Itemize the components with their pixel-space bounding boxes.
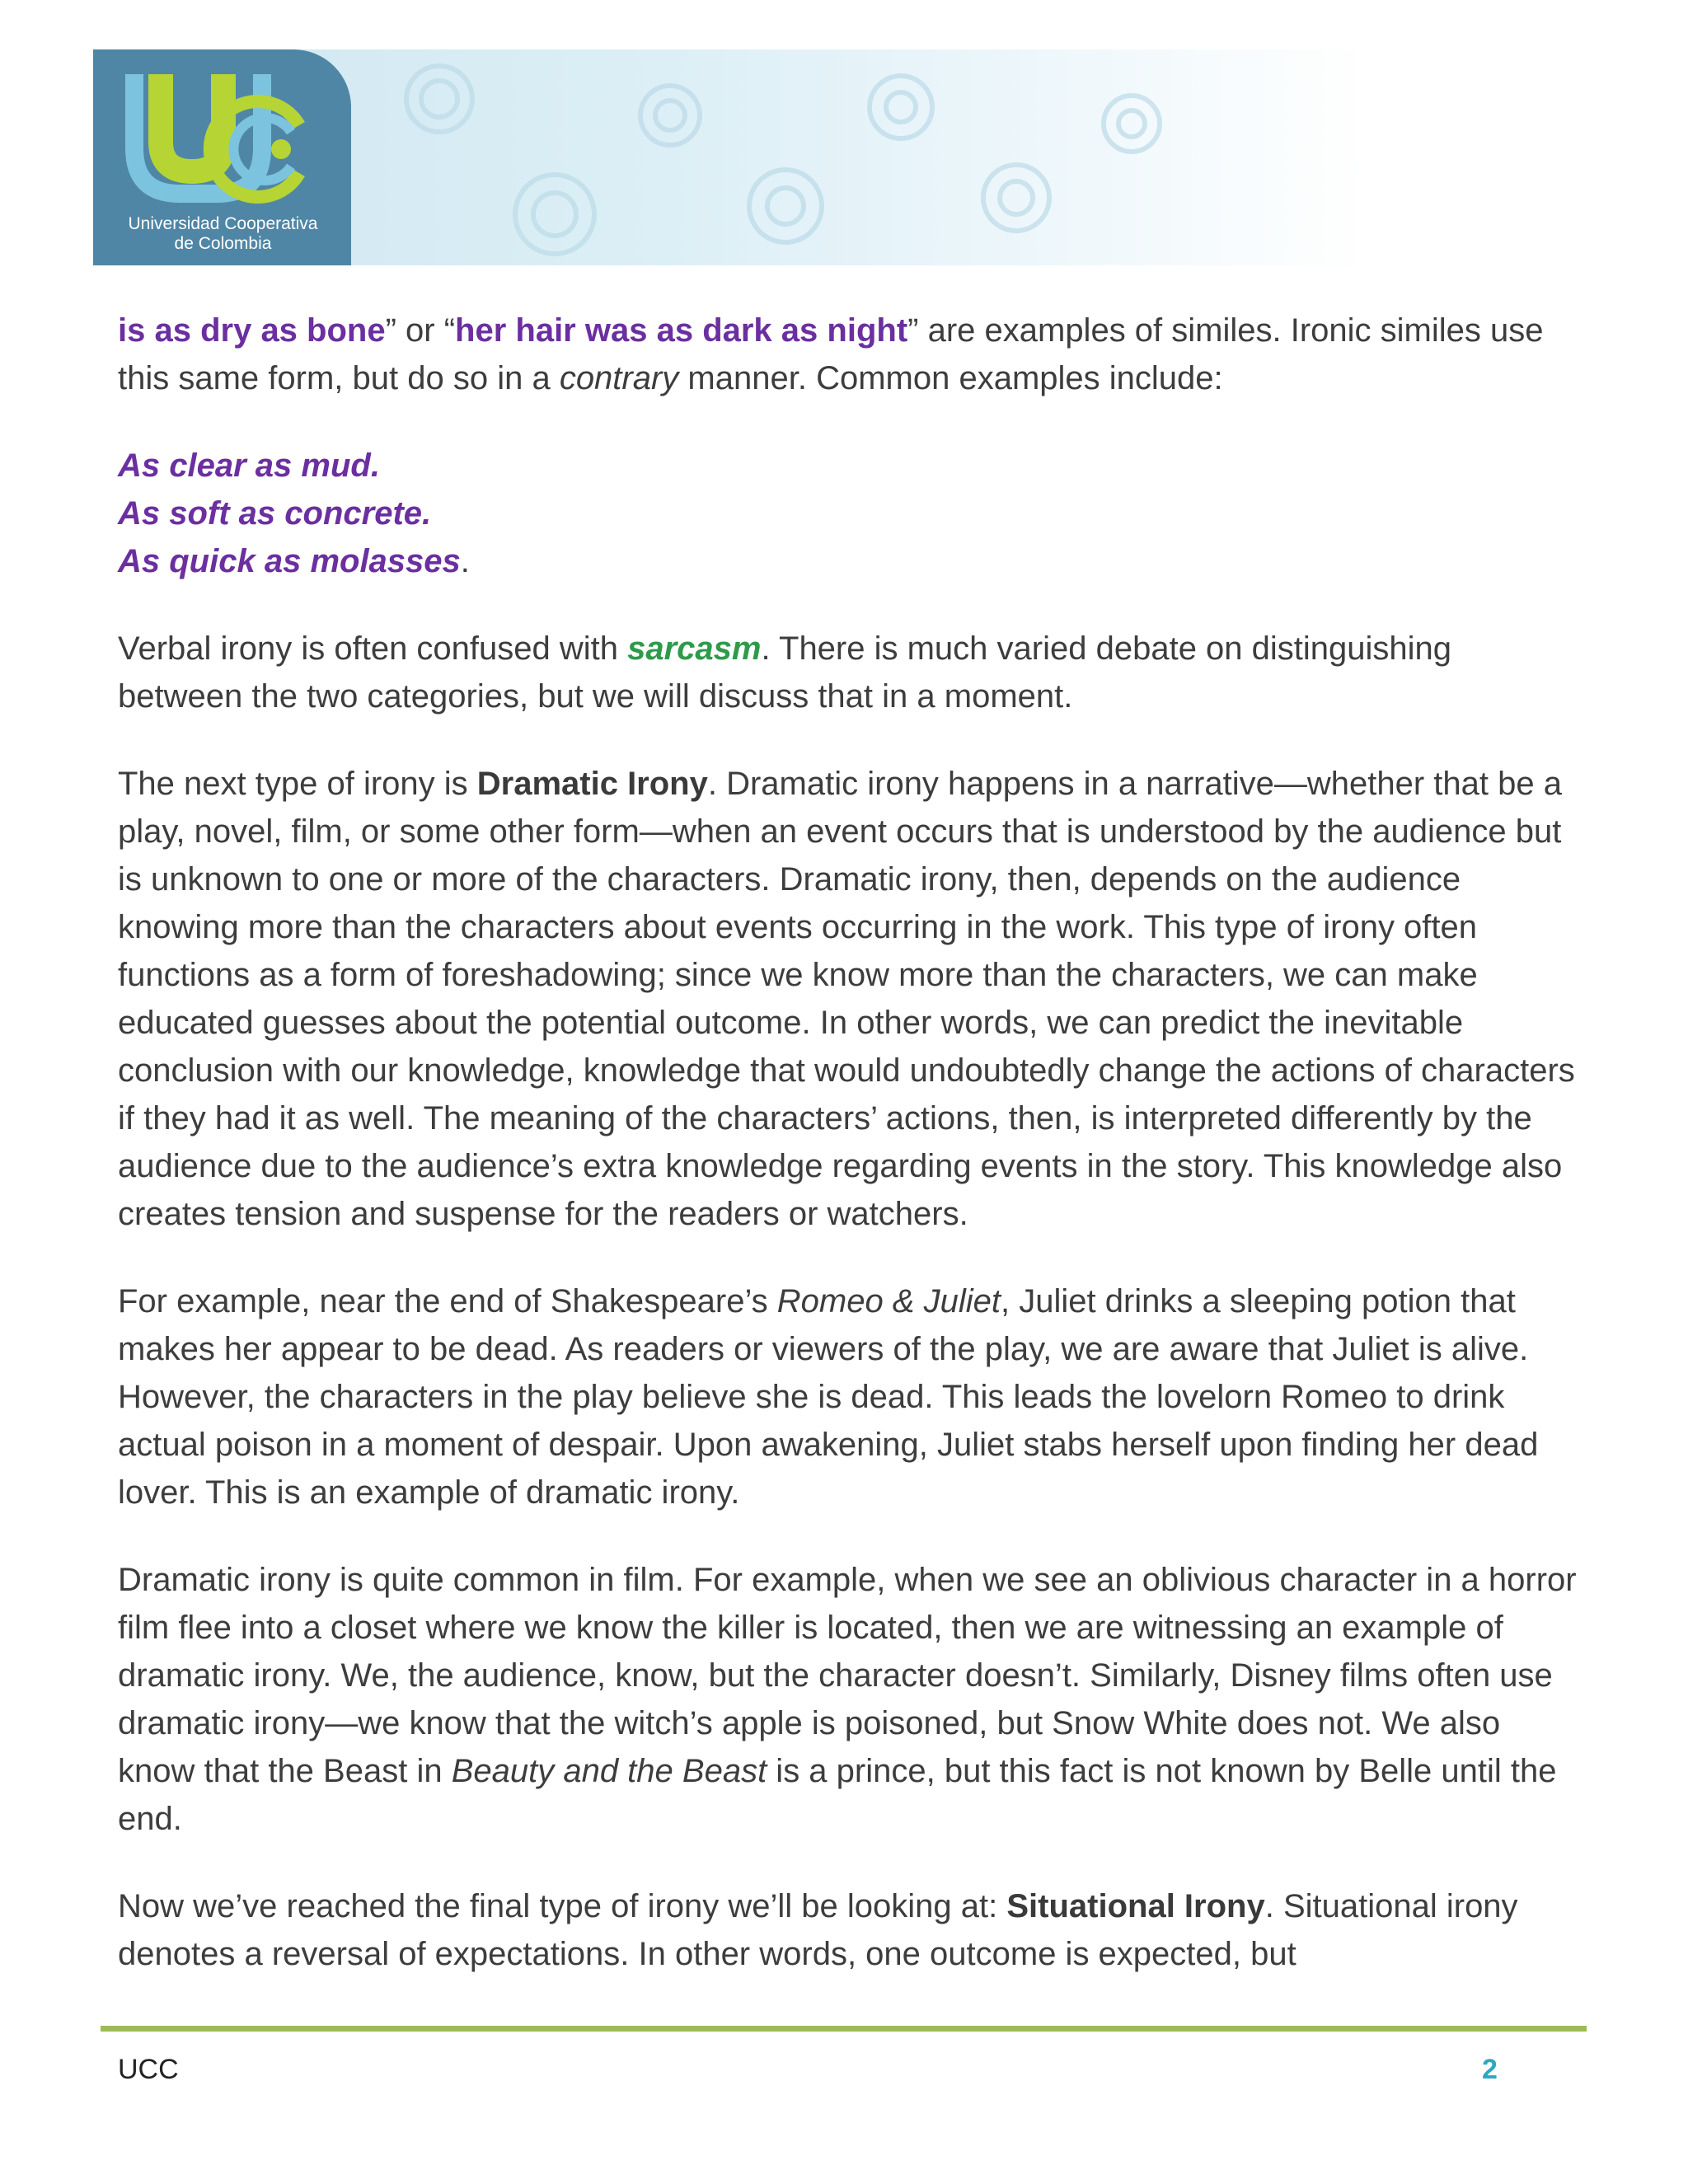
- footer-divider: [101, 2026, 1587, 2032]
- paragraph-romeo-juliet: [118, 1277, 1577, 1516]
- italic-text: contrary: [559, 360, 679, 396]
- simile-item: As clear as mud.: [118, 448, 380, 484]
- body-text: ” are examples of similes. Ironic similes use this same form, but do so in a: [118, 312, 1544, 396]
- simile-item: [118, 537, 1577, 585]
- paragraph-situational-irony: [118, 1882, 1577, 1978]
- logo-text-line1: Universidad Cooperativa: [128, 214, 318, 233]
- emphasis-text: sarcasm: [627, 630, 762, 667]
- body-text: The next type of irony is: [118, 766, 477, 802]
- simile-text: As quick as molasses: [118, 543, 461, 579]
- term-heading: Situational Irony: [1006, 1888, 1265, 1924]
- body-text: is a prince, but this fact is not known by Belle until the end.: [118, 1753, 1557, 1837]
- body-text: . There is much varied debate on distinguishing between the two categories, but we will discuss that in a moment.: [118, 630, 1452, 715]
- term-heading: Dramatic Irony: [476, 766, 708, 802]
- paragraph-film-examples: [118, 1556, 1577, 1843]
- logo: [93, 49, 351, 265]
- body-text: , Juliet drinks a sleeping potion that makes her appear to be dead. As readers or viewers of the play, we are aware that Juliet is alive. However, the characters in the play believe she is dead. This leads the lovelorn Romeo to drink actual poison in a moment of despair. Upon awakening, Juliet stabs herself upon finding her dead lover. This is an example of dramatic irony.: [118, 1283, 1539, 1511]
- paragraph-dramatic-irony: [118, 760, 1577, 1238]
- simile-item: As soft as concrete.: [118, 495, 432, 532]
- italic-text: Beauty and the Beast: [451, 1753, 767, 1789]
- simile-list: [118, 442, 1577, 585]
- body-text: Now we’ve reached the final type of irony we’ll be looking at:: [118, 1888, 1007, 1924]
- logo-text-line2: de Colombia: [174, 234, 272, 253]
- body-text: Verbal irony is often confused with: [118, 630, 628, 667]
- body-text: . Dramatic irony happens in a narrative—whether that be a play, novel, film, or some other form—when an event occurs that is understood by the audience but is unknown to one or more of the characters. Dramatic irony, then, depends on the audience knowing more than the characters about events occurring in the work. This type of irony often functions as a form of foreshadowing; since we know more than the characters, we can make educated guesses about the potential outcome. In other words, we can predict the inevitable conclusion with our knowledge, knowledge that would undoubtedly change the actions of characters if they had it as well. The meaning of the characters’ actions, then, is interpreted differently by the audience due to the audience’s extra knowledge regarding events in the story. This knowledge also creates tension and suspense for the readers or watchers.: [118, 766, 1575, 1232]
- body-text: Dramatic irony is quite common in film. For example, when we see an oblivious character in a horror film flee into a closet where we know the killer is located, then we are witnessing an example of dramatic irony. We, the audience, know, but the character doesn’t. Similarly, Disney films often use dramatic irony—we know that the witch’s apple is poisoned, but Snow White does not. We also know that the Beast in: [118, 1562, 1577, 1789]
- paragraph-similes-intro: [118, 307, 1577, 402]
- body-text: manner. Common examples include:: [678, 360, 1223, 396]
- italic-text: Romeo & Juliet: [776, 1283, 1001, 1319]
- paragraph-sarcasm: [118, 625, 1577, 720]
- page-number: 2: [1482, 2054, 1498, 2085]
- body-text: For example, near the end of Shakespeare’s: [118, 1283, 777, 1319]
- emphasis-text: her hair was as dark as night: [455, 312, 908, 349]
- body-text: ” or “: [385, 312, 456, 349]
- footer-label: UCC: [118, 2054, 179, 2085]
- document-body: [118, 307, 1577, 2018]
- body-text: . Situational irony denotes a reversal of expectations. In other words, one outcome is expected, but: [118, 1888, 1518, 1972]
- emphasis-text: is as dry as bone: [118, 312, 386, 349]
- simile-period: .: [460, 543, 470, 579]
